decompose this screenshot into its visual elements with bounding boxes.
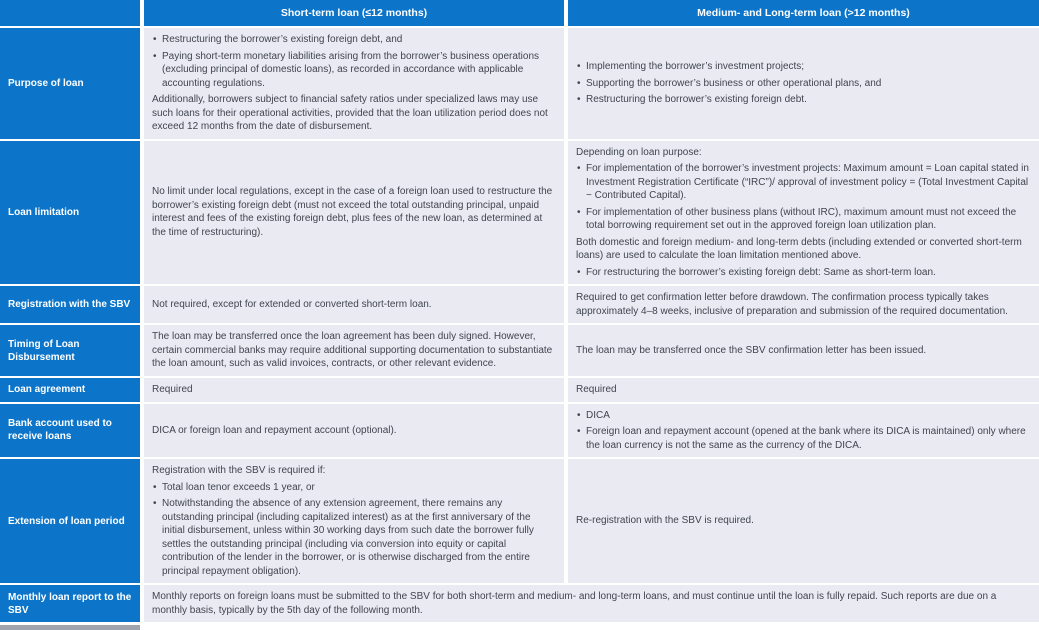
row-label: Loan limitation (0, 141, 140, 285)
row-label: Bank account used to receive loans (0, 404, 140, 458)
bullet-item: • DICA (576, 409, 1031, 423)
table-row (0, 141, 1039, 285)
table-row (0, 28, 1039, 139)
bullet-item: • Total loan tenor exceeds 1 year, or (152, 481, 556, 495)
cell-short-term (144, 404, 564, 458)
cell-medium-long-term (568, 286, 1039, 323)
cell-short-term (144, 459, 564, 583)
paragraph: Not required, except for extended or converted short-term loan. (152, 298, 432, 310)
bullet-item: • Paying short-term monetary liabilities arising from the borrower’s business operations (excluding principal of domestic loans), as recorded in accordance with applicable accounting regulations. (152, 50, 556, 91)
row-label: Registration with the SBV (0, 286, 140, 323)
bullet-item: • For restructuring the borrower’s existing foreign debt: Same as short-term loan. (576, 266, 1031, 280)
paragraph: Monthly reports on foreign loans must be submitted to the SBV for both short-term and medium- and long-term loans, and must continue until the loan is fully repaid. Such reports are due on a monthly basis, typically by the 5th day of the following month. (152, 591, 997, 616)
paragraph: Required (152, 384, 193, 395)
paragraph: The loan may be transferred once the SBV confirmation letter has been issued. (576, 344, 927, 356)
paragraph: The loan may be transferred once the loan agreement has been duly signed. However, certain commercial banks may require additional supporting documentation to substantiate the loan amount, such as valid invoices, contracts, or other relevant evidence. (152, 331, 553, 370)
cell-medium-long-term (568, 404, 1039, 458)
bullet-item: • Notwithstanding the absence of any extension agreement, there remains any outstanding principal (including capitalized interest) as at the first anniversary of the initial disbursement, unless within 30 working days from such date the borrower fully settles the outstanding principal (including via conversion into equity or capital contribution of the lender in the borrower, or is otherwise discharged from the entire principal repayment obligation). (152, 497, 556, 578)
cell-short-term (144, 141, 564, 285)
bullet-item: • Foreign loan and repayment account (opened at the bank where its DICA is maintained) only where the loan currency is not the same as the currency of the DICA. (576, 425, 1031, 452)
paragraph: Registration with the SBV is required if: (152, 465, 326, 476)
row-label: Extension of loan period (0, 459, 140, 583)
bullet-item: • For implementation of other business plans (without IRC), maximum amount must not exceed the total borrowing requirement set out in the approved foreign loan utilization plan. (576, 206, 1031, 233)
cell-short-term (144, 286, 564, 323)
table-row (0, 404, 1039, 458)
bullet-item: • Implementing the borrower’s investment projects; (576, 60, 1031, 74)
paragraph: DICA or foreign loan and repayment account (optional). (152, 424, 397, 436)
header-short-term: Short-term loan (≤12 months) (144, 0, 564, 26)
row-label: Timing of Loan Disbursement (0, 325, 140, 376)
partial-next-row-edge (0, 625, 140, 630)
cell-short-term (144, 28, 564, 139)
header-medium-long-term: Medium- and Long-term loan (>12 months) (568, 0, 1039, 26)
row-label: Monthly loan report to the SBV (0, 585, 140, 622)
header-corner-cell (0, 0, 140, 26)
paragraph: No limit under local regulations, except in the case of a foreign loan used to restructure the borrower’s existing foreign debt (must not exceed the total outstanding principal, unpaid interest and fees of the existing foreign debt, plus fees of the new loan, as determined at the time of restructuring). (152, 186, 553, 238)
table-row (0, 459, 1039, 583)
paragraph: Required (576, 384, 617, 395)
bullet-item: • Restructuring the borrower’s existing foreign debt, and (152, 33, 556, 47)
paragraph: Both domestic and foreign medium- and long-term debts (including extended or converted short-term loans) are used to calculate the loan limitation mentioned above. (576, 236, 1022, 261)
row-label: Purpose of loan (0, 28, 140, 139)
bullet-item: • Supporting the borrower’s business or other operational plans, and (576, 77, 1031, 91)
cell-medium-long-term (568, 459, 1039, 583)
row-label: Loan agreement (0, 378, 140, 402)
table-row (0, 378, 1039, 402)
cell-medium-long-term (568, 141, 1039, 285)
cell-medium-long-term (568, 28, 1039, 139)
paragraph: Additionally, borrowers subject to financial safety ratios under specialized laws may use such loans for their operational activities, provided that the loan utilization period does not exceed 12 months from the date of disbursement. (152, 94, 548, 132)
table-row (0, 286, 1039, 323)
cell-short-term (144, 378, 564, 402)
paragraph: Depending on loan purpose: (576, 146, 702, 158)
cell-medium-long-term (568, 325, 1039, 376)
cell-short-term (144, 325, 564, 376)
header-row (0, 0, 1039, 26)
bullet-item: • For implementation of the borrower’s investment projects: Maximum amount = Loan capital stated in Investment Registration Certificate (“IRC”)/ approval of investment policy = (Total Investment Capital − Contributed Capital). (576, 162, 1031, 203)
cell-medium-long-term (568, 378, 1039, 402)
table-row (0, 585, 1039, 622)
paragraph: Re-registration with the SBV is required. (576, 515, 754, 527)
table-row (0, 325, 1039, 376)
cell-spanning-both-columns (144, 585, 1039, 622)
bullet-item: • Restructuring the borrower’s existing foreign debt. (576, 93, 1031, 107)
paragraph: Required to get confirmation letter before drawdown. The confirmation process typically takes approximately 4–8 weeks, inclusive of preparation and submission of the required documentation. (576, 292, 1008, 317)
